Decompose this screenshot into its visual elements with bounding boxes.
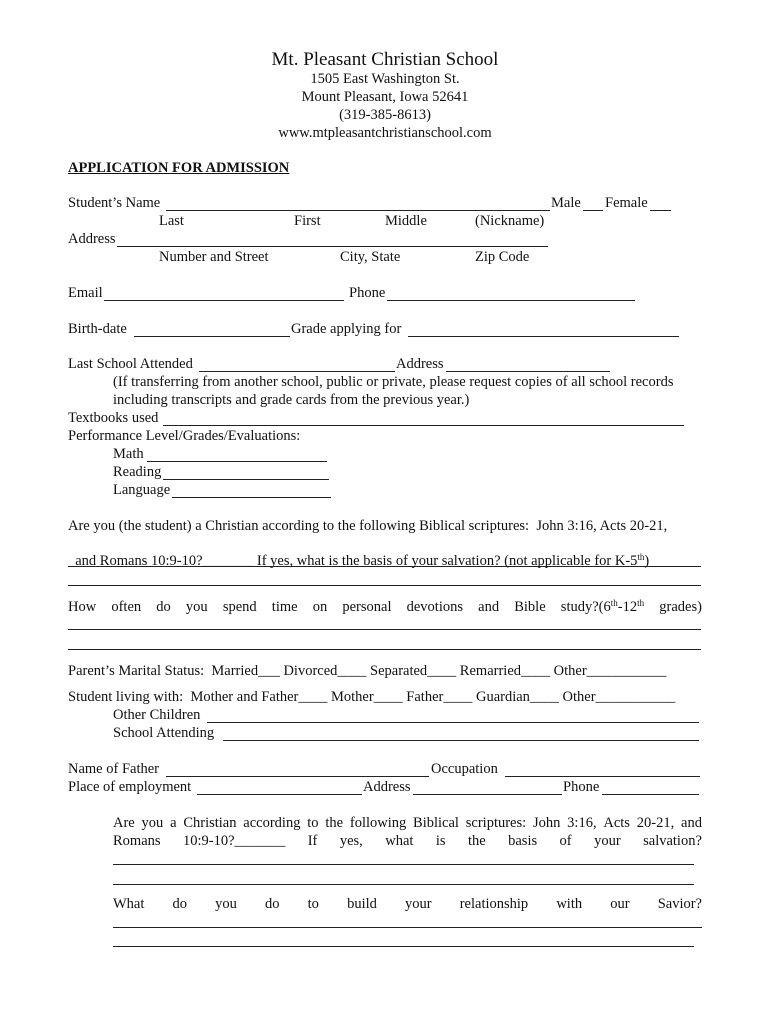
christian-question-text: and Romans 10:9-10?_______ If yes, what is the basis of your salvation? (not applicable for K-5 <box>75 553 638 569</box>
email-label: Email <box>68 285 103 301</box>
school-city-state-zip: Mount Pleasant, Iowa 52641 <box>301 89 469 105</box>
pcq-word: salvation? <box>643 833 702 849</box>
student-name-label: Student’s Name <box>68 195 161 211</box>
devotion-sup: th <box>610 598 618 608</box>
address-field[interactable] <box>117 246 548 247</box>
rq-word: to <box>307 896 319 912</box>
rq-word: you <box>215 896 237 912</box>
parent-christian-question-line-1 <box>113 815 702 832</box>
pcq-word: Acts <box>603 815 630 831</box>
devotion-word: on <box>312 599 328 615</box>
reading-field[interactable] <box>163 479 329 480</box>
pcq-word: basis <box>508 833 538 849</box>
last-school-field[interactable] <box>199 371 395 372</box>
pcq-word: what <box>385 833 414 849</box>
parent-christian-question-line-2 <box>113 833 702 850</box>
phone-label: Phone <box>349 285 386 301</box>
math-field[interactable] <box>147 461 327 462</box>
pcq-word: of <box>559 833 572 849</box>
relationship-question <box>113 896 702 913</box>
pcq-word: If <box>307 833 318 849</box>
salvation-answer-line-1[interactable] <box>68 566 701 567</box>
christian-question-line-2 <box>68 536 649 570</box>
school-website: www.mtpleasantchristianschool.com <box>278 125 492 141</box>
pcq-word: and <box>681 815 702 831</box>
addr-sub-street: Number and Street <box>159 249 269 265</box>
language-label: Language <box>113 482 171 498</box>
pcq-word: 20-21, <box>636 815 675 831</box>
phone-field[interactable] <box>387 300 635 301</box>
devotion-answer-line-2[interactable] <box>68 649 701 650</box>
textbooks-label: Textbooks used <box>68 410 159 426</box>
christian-question-close: ) <box>644 553 650 569</box>
devotion-word: How <box>68 599 97 615</box>
pcq-word: Christian <box>183 815 237 831</box>
pcq-word: yes, <box>339 833 363 849</box>
school-phone: (319-385-8613) <box>339 107 431 123</box>
devotion-word: study?(6 <box>560 599 611 615</box>
rq-word: our <box>610 896 630 912</box>
birthdate-field[interactable] <box>134 336 290 337</box>
salvation-answer-line-2[interactable] <box>68 585 701 586</box>
rq-word: do <box>172 896 188 912</box>
devotion-word: do <box>156 599 171 615</box>
rq-word: relationship <box>459 896 529 912</box>
male-label: Male <box>551 195 581 211</box>
father-name-label: Name of Father <box>68 761 159 777</box>
living-with: Student living with: Mother and Father____ Mother____ Father____ Guardian____ Other___________ <box>68 689 676 705</box>
pcq-word: the <box>467 833 486 849</box>
parent-salvation-line-2[interactable] <box>113 884 694 885</box>
pcq-word: 3:16, <box>567 815 597 831</box>
devotion-word: devotions <box>406 599 464 615</box>
parent-salvation-line-1[interactable] <box>113 864 694 865</box>
occupation-field[interactable] <box>505 776 700 777</box>
pcq-word: scriptures: <box>465 815 527 831</box>
pcq-word: the <box>325 815 344 831</box>
rq-word: What <box>113 896 145 912</box>
employment-phone-label: Phone <box>563 779 600 795</box>
devotion-word: you <box>185 599 208 615</box>
name-sub-first: First <box>294 213 321 229</box>
pcq-word: following <box>349 815 407 831</box>
devotion-mid: -12 <box>617 599 638 615</box>
devotion-word: Bible <box>514 599 546 615</box>
rq-word: your <box>405 896 432 912</box>
pcq-word: John <box>532 815 561 831</box>
devotion-grade-range <box>561 599 644 616</box>
rq-word: with <box>556 896 583 912</box>
relationship-answer-line-2[interactable] <box>113 946 694 947</box>
devotion-sup: th <box>637 598 645 608</box>
email-field[interactable] <box>104 300 344 301</box>
pcq-word: your <box>594 833 621 849</box>
student-name-field[interactable] <box>166 210 550 211</box>
pcq-word: is <box>435 833 446 849</box>
marital-status: Parent’s Marital Status: Married___ Divorced____ Separated____ Remarried____ Other___________ <box>68 663 667 679</box>
rq-word: build <box>347 896 377 912</box>
devotion-word: often <box>111 599 142 615</box>
pcq-word: Romans <box>113 833 161 849</box>
form-heading: APPLICATION FOR ADMISSION <box>68 160 290 176</box>
pcq-word: a <box>170 815 177 831</box>
employment-address-label: Address <box>363 779 411 795</box>
devotion-word: time <box>271 599 298 615</box>
other-children-label: Other Children <box>113 707 201 723</box>
devotion-word: and <box>478 599 500 615</box>
math-label: Math <box>113 446 144 462</box>
name-sub-middle: Middle <box>385 213 427 229</box>
devotion-word: personal <box>342 599 392 615</box>
devotion-answer-line-1[interactable] <box>68 629 701 630</box>
school-name: Mt. Pleasant Christian School <box>271 49 499 70</box>
last-school-address-label: Address <box>396 356 444 372</box>
address-label: Address <box>68 231 116 247</box>
rq-word: do <box>265 896 280 912</box>
addr-sub-zip: Zip Code <box>475 249 530 265</box>
occupation-label: Occupation <box>431 761 498 777</box>
language-field[interactable] <box>172 497 331 498</box>
addr-sub-city: City, State <box>340 249 401 265</box>
school-address: 1505 East Washington St. <box>310 71 460 87</box>
pcq-word: according <box>243 815 301 831</box>
other-children-field[interactable] <box>207 722 699 723</box>
employment-label: Place of employment <box>68 779 192 795</box>
christian-question-line-1: Are you (the student) a Christian according to the following Biblical scriptures: John 3:16, Acts 20-21, <box>68 518 668 534</box>
transfer-note-1: (If transferring from another school, public or private, please request copies of all school records <box>113 374 674 390</box>
relationship-answer-line-1[interactable] <box>113 927 702 928</box>
name-sub-nickname: (Nickname) <box>475 213 545 229</box>
grade-field[interactable] <box>408 336 679 337</box>
rq-word: Savior? <box>657 896 702 912</box>
pcq-word: you <box>141 815 164 831</box>
pcq-word: 10:9-10?_______ <box>182 833 286 849</box>
last-school-label: Last School Attended <box>68 356 193 372</box>
devotion-word: spend <box>222 599 257 615</box>
employment-field[interactable] <box>197 794 362 795</box>
devotion-word: grades) <box>659 599 702 615</box>
school-attending-label: School Attending <box>113 725 215 741</box>
last-school-address-field[interactable] <box>446 371 610 372</box>
grade-label: Grade applying for <box>291 321 402 337</box>
school-attending-field[interactable] <box>223 740 699 741</box>
father-name-field[interactable] <box>166 776 429 777</box>
pcq-word: Are <box>113 815 135 831</box>
reading-label: Reading <box>113 464 162 480</box>
devotion-question <box>68 599 702 616</box>
pcq-word: to <box>307 815 319 831</box>
christian-question-sup: th <box>637 552 645 562</box>
employment-address-field[interactable] <box>413 794 562 795</box>
pcq-word: Biblical <box>413 815 459 831</box>
female-field[interactable] <box>650 210 671 211</box>
transfer-note-2: including transcripts and grade cards from the previous year.) <box>113 392 470 408</box>
male-field[interactable] <box>583 210 603 211</box>
name-sub-last: Last <box>159 213 184 229</box>
employment-phone-field[interactable] <box>602 794 699 795</box>
female-label: Female <box>605 195 648 211</box>
performance-label: Performance Level/Grades/Evaluations: <box>68 428 301 444</box>
birthdate-label: Birth-date <box>68 321 127 337</box>
textbooks-field[interactable] <box>163 425 684 426</box>
